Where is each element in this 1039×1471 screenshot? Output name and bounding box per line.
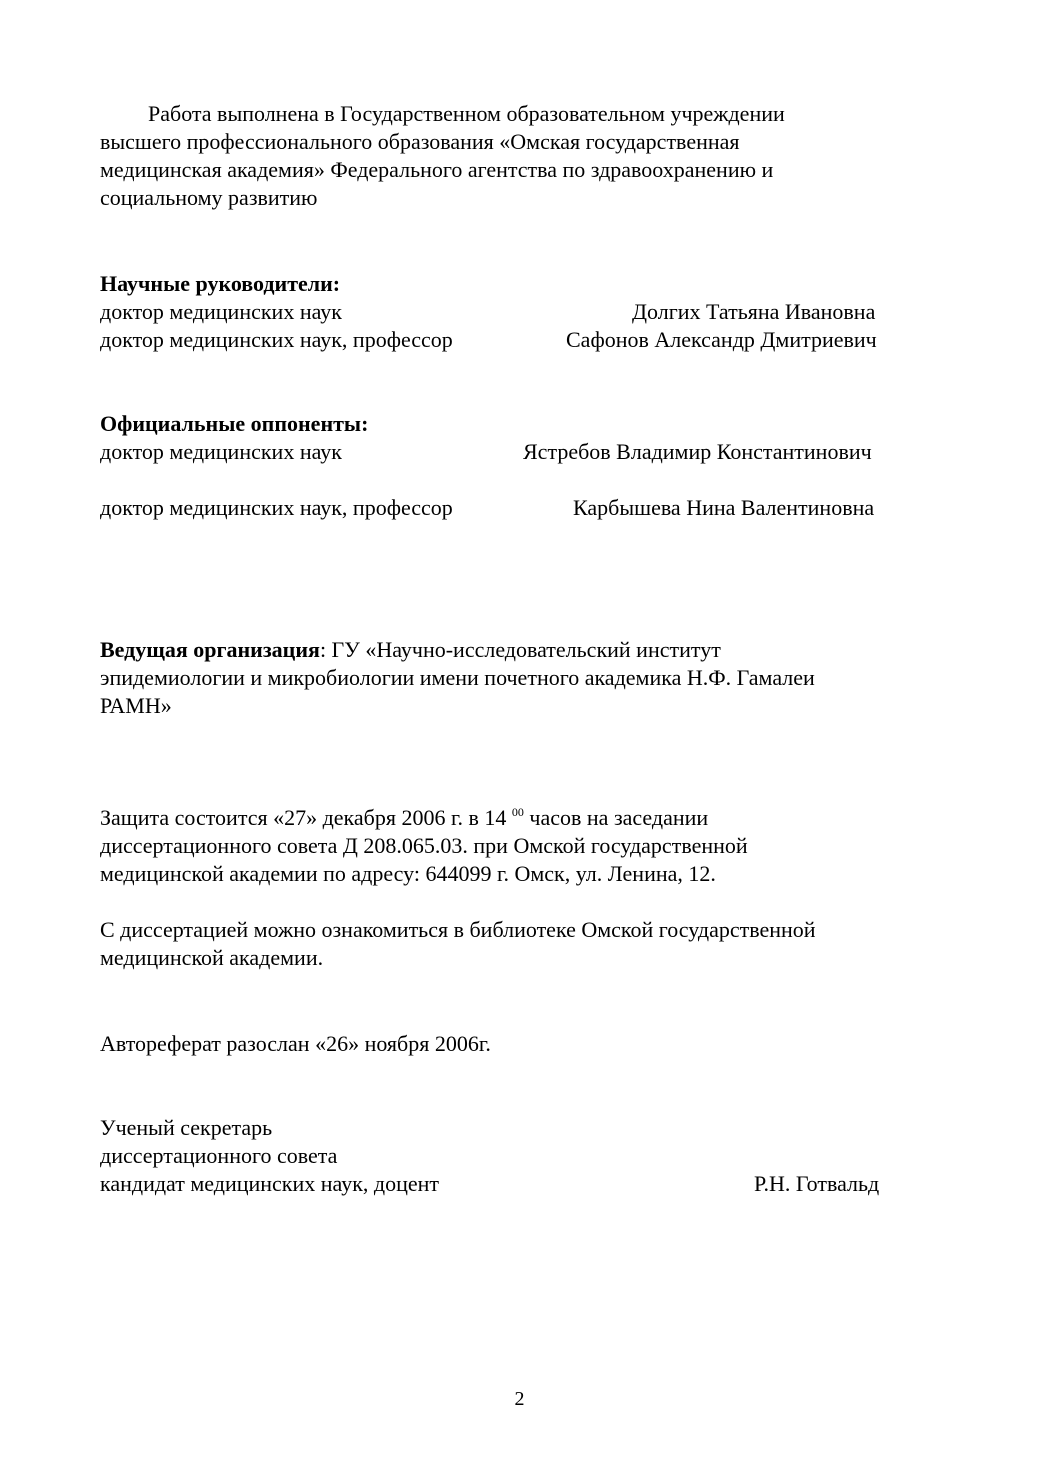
intro-line-1: Работа выполнена в Государственном образовательном учреждении (148, 101, 785, 126)
opponent-2-degree: доктор медицинских наук, профессор (100, 495, 453, 520)
page-number: 2 (514, 1388, 525, 1410)
opponent-1-degree: доктор медицинских наук (100, 439, 342, 464)
lead-org-name-start: : ГУ «Научно-исследовательский институт (319, 637, 721, 662)
library-line-2: медицинской академии. (100, 945, 324, 970)
secretary-line-1: Ученый секретарь (100, 1115, 273, 1140)
defense-line-3: медицинской академии по адресу: 644099 г. Омск, ул. Ленина, 12. (100, 861, 716, 886)
lead-org-line-1 (100, 636, 721, 664)
secretary-name: Р.Н. Готвальд (754, 1171, 880, 1196)
supervisor-2-name: Сафонов Александр Дмитриевич (566, 327, 877, 352)
supervisor-1-name: Долгих Татьяна Ивановна (632, 299, 876, 324)
secretary-line-3: кандидат медицинских наук, доцент (100, 1171, 440, 1196)
defense-line-1 (100, 804, 708, 832)
defense-date-text: Защита состоится «27» декабря 2006 г. в 14 (100, 805, 512, 830)
defense-line-2: диссертационного совета Д 208.065.03. при Омской государственной (100, 833, 748, 858)
lead-org-label: Ведущая организация (100, 637, 320, 662)
opponent-2-name: Карбышева Нина Валентиновна (573, 495, 875, 520)
intro-line-2: высшего профессионального образования «Омская государственная (100, 129, 740, 154)
abstract-sent-date: Автореферат разослан «26» ноября 2006г. (100, 1031, 491, 1056)
defense-time-suffix: часов на заседании (523, 805, 709, 830)
lead-org-line-2: эпидемиологии и микробиологии имени почетного академика Н.Ф. Гамалеи (100, 665, 815, 690)
opponents-heading: Официальные оппоненты: (100, 411, 369, 436)
secretary-line-2: диссертационного совета (100, 1143, 338, 1168)
opponent-1-name: Ястребов Владимир Константинович (523, 439, 872, 464)
lead-org-line-3: РАМН» (100, 693, 172, 718)
supervisors-heading: Научные руководители: (100, 271, 341, 296)
intro-line-4: социальному развитию (100, 185, 318, 210)
library-line-1: С диссертацией можно ознакомиться в библиотеке Омской государственной (100, 917, 816, 942)
supervisor-2-degree: доктор медицинских наук, профессор (100, 327, 453, 352)
intro-line-3: медицинская академия» Федерального агентства по здравоохранению и (100, 157, 774, 182)
defense-minutes: 00 (511, 805, 524, 819)
supervisor-1-degree: доктор медицинских наук (100, 299, 342, 324)
